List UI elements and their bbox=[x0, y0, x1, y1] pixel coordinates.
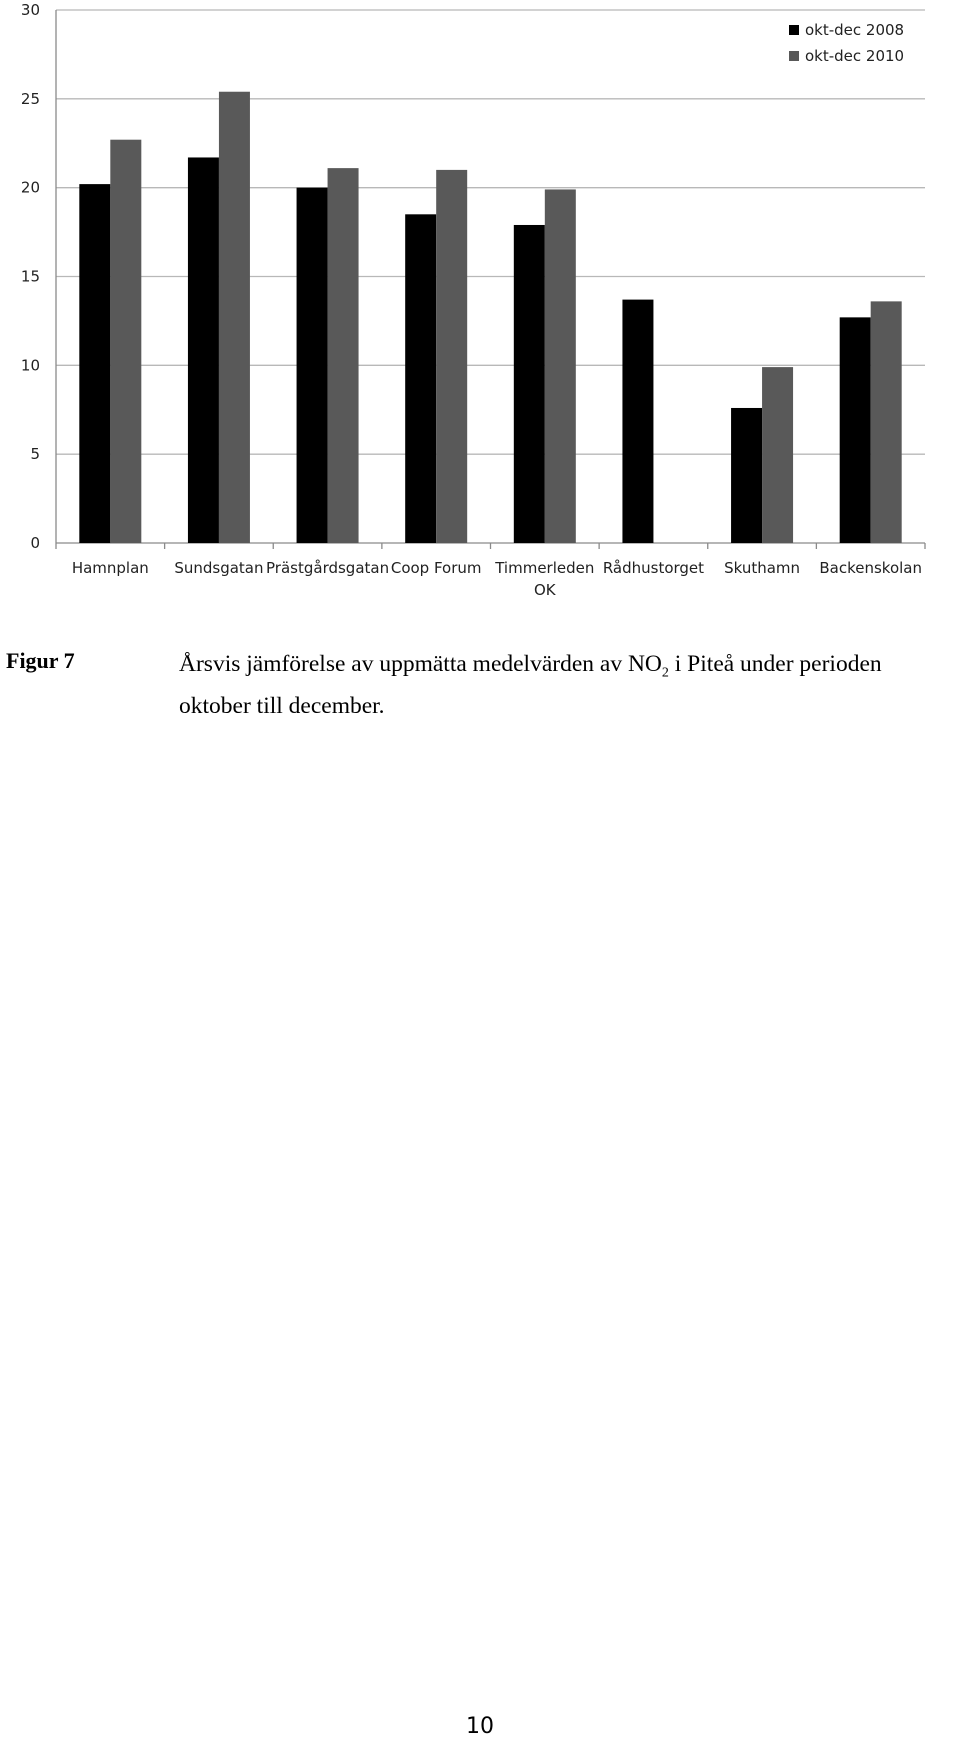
legend-label: okt-dec 2010 bbox=[805, 47, 905, 65]
x-category-label: OK bbox=[533, 581, 556, 599]
legend-swatch bbox=[789, 51, 799, 61]
x-category-label: Prästgårdsgatan bbox=[266, 559, 390, 577]
legend-label: okt-dec 2008 bbox=[805, 21, 905, 39]
y-tick-label: 15 bbox=[20, 267, 40, 286]
y-tick-label: 25 bbox=[20, 89, 40, 108]
caption-text-end: i Piteå under perioden oktober till december. bbox=[179, 651, 882, 719]
bar bbox=[731, 408, 762, 543]
x-category-label: Rådhustorget bbox=[602, 559, 705, 577]
x-category-label: Skuthamn bbox=[724, 559, 801, 577]
figure-caption bbox=[179, 648, 959, 723]
y-tick-label: 30 bbox=[20, 1, 40, 19]
legend-swatch bbox=[789, 25, 799, 35]
figure-label: Figur 7 bbox=[6, 648, 75, 673]
x-category-label: Coop Forum bbox=[390, 559, 482, 577]
x-category-label: Sundsgatan bbox=[174, 559, 264, 577]
bar bbox=[79, 184, 110, 543]
bar bbox=[405, 214, 436, 543]
page-number: 10 bbox=[466, 1714, 494, 1739]
bar-chart bbox=[0, 0, 960, 620]
bar bbox=[762, 367, 793, 543]
bar bbox=[840, 317, 871, 543]
caption-text-start: Årsvis jämförelse av uppmätta medelvärden av NO bbox=[179, 651, 662, 677]
bar bbox=[436, 170, 467, 543]
y-tick-label: 20 bbox=[20, 178, 40, 197]
bar bbox=[110, 140, 141, 543]
bar bbox=[219, 92, 250, 543]
bar bbox=[545, 189, 576, 543]
x-category-label: Timmerleden bbox=[495, 559, 595, 577]
x-category-label: Hamnplan bbox=[71, 559, 149, 577]
bar bbox=[622, 300, 653, 543]
y-tick-label: 0 bbox=[30, 534, 40, 552]
bar bbox=[297, 188, 328, 543]
x-category-label: Backenskolan bbox=[819, 559, 923, 577]
bar bbox=[871, 301, 902, 543]
y-tick-label: 10 bbox=[20, 356, 40, 375]
bar bbox=[328, 168, 359, 543]
bar bbox=[188, 157, 219, 543]
caption-subscript: 2 bbox=[661, 665, 669, 681]
y-tick-label: 5 bbox=[30, 445, 40, 464]
bar bbox=[514, 225, 545, 543]
